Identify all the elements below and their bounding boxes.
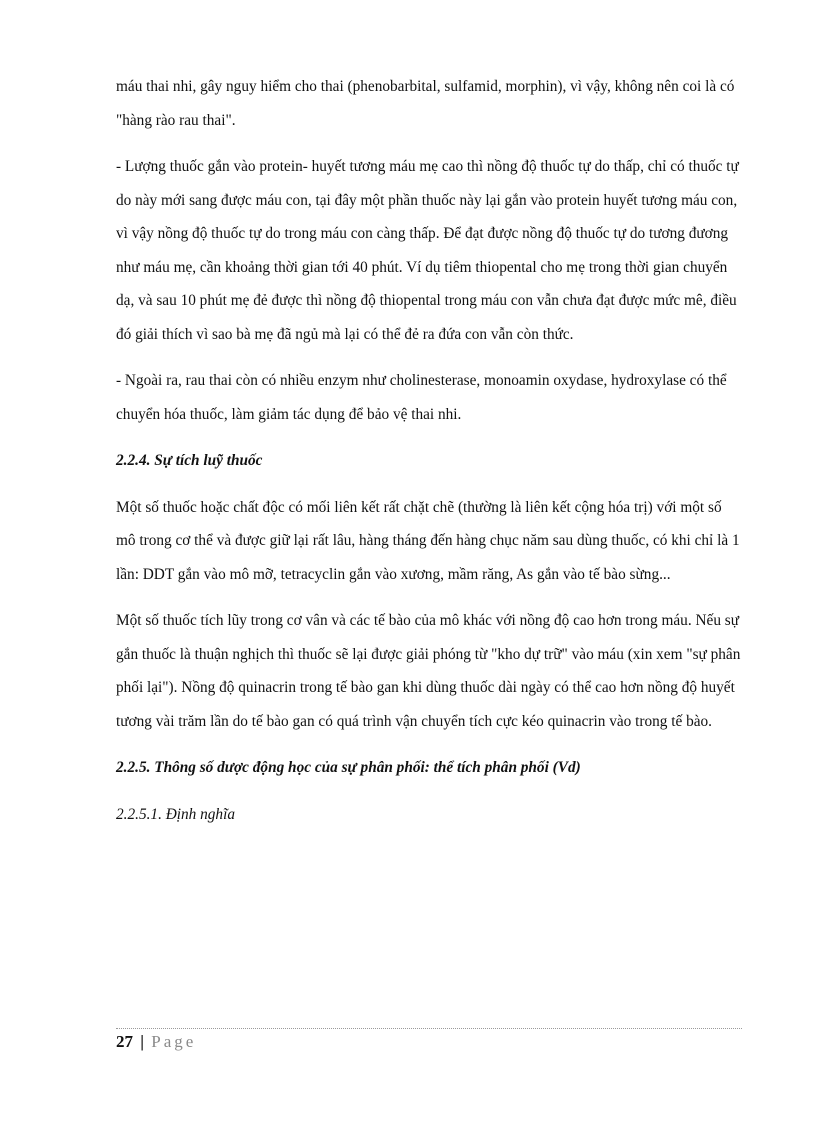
section-heading-2-2-4: 2.2.4. Sự tích luỹ thuốc: [116, 452, 263, 469]
paragraph-tissue-accumulation: Một số thuốc tích lũy trong cơ vân và các tế bào của mô khác với nồng độ cao hơn trong máu. Nếu sự gắn thuốc là thuận nghịch thì thuốc sẽ lại được giải phóng từ "kho dự trữ" vào máu (xin xem "sự phân phối lại"). Nồng độ quinacrin trong tế bào gan khi dùng thuốc dài ngày có thể cao hơn nồng độ huyết tương vài trăm lần do tế bào gan có quá trình vận chuyển tích cực kéo quinacrin vào trong tế bào.: [116, 612, 741, 730]
page-number: 27: [116, 1032, 133, 1051]
paragraph-placental-enzymes: - Ngoài ra, rau thai còn có nhiều enzym như cholinesterase, monoamin oxydase, hydroxylase có thể chuyển hóa thuốc, làm giảm tác dụng để bảo vệ thai nhi.: [116, 372, 727, 423]
document-page: [116, 70, 742, 831]
section-heading-2-2-5: 2.2.5. Thông số dược động học của sự phân phối: thể tích phân phối (Vd): [116, 759, 581, 776]
paragraph-drug-accumulation: Một số thuốc hoặc chất độc có mối liên kết rất chặt chẽ (thường là liên kết cộng hóa trị) với một số mô trong cơ thể và được giữ lại rất lâu, hàng tháng đến hàng chục năm sau dùng thuốc, có khi chỉ là 1 lần: DDT gắn vào mô mỡ, tetracyclin gắn vào xương, mầm răng, As gắn vào tế bào sừng...: [116, 498, 740, 583]
paragraph-placental-barrier: máu thai nhi, gây nguy hiểm cho thai (phenobarbital, sulfamid, morphin), vì vậy, không nên coi là có "hàng rào rau thai".: [116, 78, 735, 129]
paragraph-protein-binding: - Lượng thuốc gắn vào protein- huyết tương máu mẹ cao thì nồng độ thuốc tự do thấp, chỉ có thuốc tự do này mới sang được máu con, tại đây một phần thuốc này lại gắn vào protein huyết tương máu con, vì vậy nồng độ thuốc tự do trong máu con càng thấp. Để đạt được nồng độ thuốc tự do tương đương như máu mẹ, cần khoảng thời gian tới 40 phút. Ví dụ tiêm thiopental cho mẹ trong thời gian chuyển dạ, và sau 10 phút mẹ đẻ được thì nồng độ thiopental trong máu con vẫn chưa đạt được mức mê, điều đó giải thích vì sao bà mẹ đã ngủ mà lại có thể đẻ ra đứa con vẫn còn thức.: [116, 158, 739, 343]
subsection-heading-2-2-5-1: 2.2.5.1. Định nghĩa: [116, 805, 235, 823]
page-footer: [116, 1031, 196, 1053]
footer-separator: |: [140, 1032, 144, 1051]
page-label: Page: [151, 1032, 197, 1051]
footer-divider: [116, 1028, 742, 1029]
